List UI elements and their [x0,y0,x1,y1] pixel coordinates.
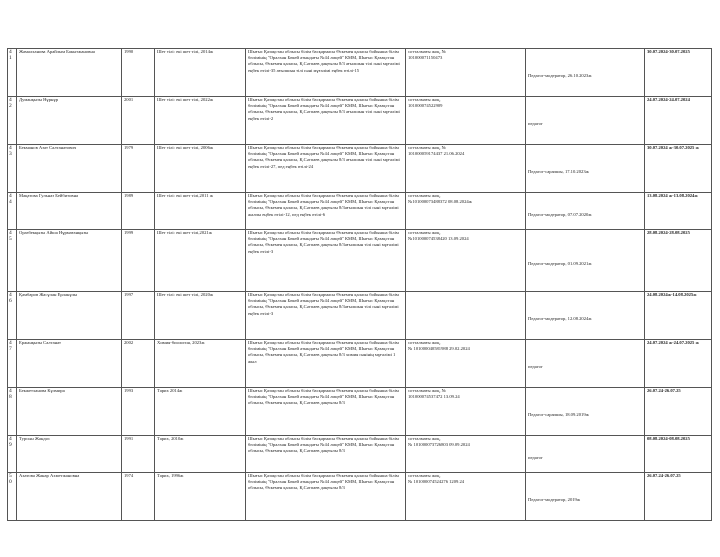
workplace-text: Шығыс Қазақстан облысы білім басқармасы Өскемен қаласы бойынша білім бөлімінің "Оралхан Бөкей атындағы №44 лицей" КММ, Шығыс Қазақстан облысы, Өскемен қаласы, Қ.Сәтпаев даңғылы 8/3 химия пәнінің мұғалімі 1 жыл [248,340,399,364]
category: Педагог-модератор, 07.07.2020ж [528,211,592,217]
birth-year-cell [122,473,155,521]
table-row [8,388,712,436]
contract-period: 26.07.24-26.07.25 [647,473,681,478]
certificate-number: № 101000074524276 1209.24 [408,479,465,485]
full-name-cell [17,436,122,473]
birth-year: 1991 [124,436,134,441]
birth-year: 1989 [124,193,134,198]
birth-year: 1974 [124,473,134,478]
contract-period: 26.07.24-26.07.25 [647,388,681,393]
category-cell [526,436,645,473]
workplace-cell [246,436,406,473]
workplace-text: Шығыс Қазақстан облысы білім басқармасы Өскемен қаласы бойынша білім бөлімінің "Оралхан Бөкей атындағы №44 лицей" КММ, Шығыс Қазақстан облысы, Өскемен қаласы, Қ.Сәтпаев даңғылы 8/3ағылшын тілі пәні мұғалімі еңбек өтілі-3 [248,292,399,316]
workplace-text: Шығыс Қазақстан облысы білім басқармасы Өскемен қаласы бойынша білім бөлімінің "Оралхан Бөкей атындағы №44 лицей" КММ, Шығыс Қазақстан облысы, Өскемен қаласы, Қ.Сәтпаев даңғылы 8/3 [248,436,399,454]
category-cell [526,292,645,340]
category-cell [526,230,645,292]
workplace-cell [246,145,406,193]
staff-table-body [8,49,712,521]
full-name: Жамалханова Арайлым Бакытжановна [19,49,95,54]
category: Педагог-сарапшы, 18.09.2019ж [528,412,589,418]
row-number: 41 [9,49,12,62]
contract-period: 24.07.2024 ж-24.07.2025 ж [647,340,699,345]
education: Тарих, 2010ж [157,436,184,441]
period-cell [645,436,712,473]
workplace-cell [246,473,406,521]
workplace-cell [246,340,406,388]
full-name: Мақатова Гульназ Бейбитовна [19,193,79,198]
row-number-cell [8,230,17,292]
contract-period: 24.08.2024ж-14.08.2025ж [647,292,697,297]
row-number-cell [8,340,17,388]
certificate-number: №101000073488372 08.08.2024ж [408,199,472,205]
category-cell [526,473,645,521]
certificate-cell [406,230,526,292]
row-number-cell [8,388,17,436]
certificate-number: № 101000040581988 29.02.2024 [408,346,470,352]
table-row [8,97,712,145]
birth-year-cell [122,436,155,473]
table-row [8,193,712,230]
category: Педагог-модератор, 26.10.2023ж [528,73,592,79]
education: Шет тілі: екі шет тілі, 2006ж [157,145,214,150]
education: Шет тілі: екі шет тілі,2011 ж [157,193,213,198]
staff-table-container [7,48,711,521]
full-name-cell [17,230,122,292]
full-name: Турсын Жандос [19,436,51,441]
contract-period: 13.08.2024 ж-13.08.2024ж [647,193,698,198]
row-number: 49 [9,436,12,449]
row-number: 48 [9,388,12,401]
workplace-cell [246,230,406,292]
workplace-cell [246,49,406,97]
education-cell [155,145,246,193]
certificate-cell [406,292,526,340]
certificate-number: 101000074522909 [408,103,443,109]
birth-year-cell [122,145,155,193]
certificate-label: сотталмағы жоқ, [408,230,441,235]
education-cell [155,340,246,388]
period-cell [645,292,712,340]
table-row [8,473,712,521]
category-cell [526,388,645,436]
contract-period: 08.08.2024-08.08.2025 [647,436,690,441]
certificate-cell [406,49,526,97]
education-cell [155,193,246,230]
row-number: 44 [9,193,12,206]
workplace-text: Шығыс Қазақстан облысы білім басқармасы Өскемен қаласы бойынша білім бөлімінің "Оралхан Бөкей атындағы №44 лицей" КММ, Шығыс Қазақстан облысы, Өскемен қаласы, Қ.Сәтпаев даңғылы 8/3ағылшын тілі пәні мұғалімі жалпы еңбек өтілі-12, пед еңбек өтілі-6 [248,193,399,217]
birth-year-cell [122,49,155,97]
education-cell [155,473,246,521]
contract-period: 28.08.2024-28.08.2025 [647,230,690,235]
education-cell [155,292,246,340]
certificate-label: сотталмағы жоқ, [408,97,441,102]
workplace-text: Шығыс Қазақстан облысы білім басқармасы Өскемен қаласы бойынша білім бөлімінің "Оралхан Бөкей атындағы №44 лицей" КММ, Шығыс Қазақстан облысы, Өскемен қаласы, Қ.Сәтпаев даңғылы 8/3 [248,473,399,491]
category-cell [526,145,645,193]
certificate-label: сотталмағы жоқ, № [408,49,447,54]
full-name-cell [17,473,122,521]
row-number: 42 [9,97,12,110]
birth-year-cell [122,340,155,388]
education-cell [155,97,246,145]
workplace-text: Шығыс Қазақстан облысы білім басқармасы Өскемен қаласы бойынша білім бөлімінің "Оралхан Бөкей атындағы №44 лицей" КММ, Шығыс Қазақстан облысы, Өскемен қаласы, Қ.Сәтпаев даңғылы 8/3ағылшын тілі пәні мұғалімі еңбек өтілі-3 [248,230,399,254]
row-number-cell [8,49,17,97]
certificate-cell [406,97,526,145]
certificate-cell [406,145,526,193]
period-cell [645,193,712,230]
category: Педагог-модератор, 2019ж [528,497,581,503]
certificate-label: сотталмағы жоқ, [408,193,441,198]
row-number-cell [8,436,17,473]
certificate-number: №101000074538420 13.09.2024 [408,236,469,242]
certificate-cell [406,473,526,521]
row-number: 46 [9,292,12,305]
category-cell [526,49,645,97]
certificate-label: сотталмағы жоқ, № [408,388,447,393]
full-name: Ержанқызы Салтанат [19,340,62,345]
workplace-text: Шығыс Қазақстан облысы білім басқармасы Өскемен қаласы бойынша білім бөлімінің "Оралхан Бөкей атындағы №44 лицей" КММ, Шығыс Қазақстан облысы, Өскемен қаласы, Қ.Сәтпаев даңғылы 8/3 ағылшын тілі пәні мұғалімі еңбек өтілі-2 [248,97,400,121]
certificate-label: сотталмағы жоқ, № [408,145,447,150]
full-name: Бекжетханова Кұлмира [19,388,65,393]
certificate-label: сотталмағы жоқ, [408,436,441,441]
contract-period: 30.07.2024-30.07.2025 [647,49,690,54]
period-cell [645,230,712,292]
period-cell [645,49,712,97]
period-cell [645,145,712,193]
row-number-cell [8,473,17,521]
certificate-cell [406,436,526,473]
category-cell [526,340,645,388]
education: Шет тілі: екі шет тілі, 2020ж [157,292,214,297]
birth-year: 1999 [124,230,134,235]
certificate-number: 101000074537472 13.09.24 [408,394,460,400]
period-cell [645,473,712,521]
row-number-cell [8,145,17,193]
education: Шет тілі: екі шет тілі,2021ж [157,230,212,235]
table-row [8,340,712,388]
birth-year: 1990 [124,49,134,54]
full-name: Қамбаров Жасұлан Ерланұлы [19,292,78,297]
education: Химия-биология, 2023ж [157,340,205,345]
birth-year: 2002 [124,340,134,345]
workplace-cell [246,292,406,340]
workplace-cell [246,97,406,145]
birth-year-cell [122,388,155,436]
row-number-cell [8,193,17,230]
table-row [8,436,712,473]
certificate-cell [406,388,526,436]
full-name-cell [17,340,122,388]
category-cell [526,193,645,230]
education: Тарих 2014ж [157,388,183,393]
full-name: Ахатова Жанар Ахметжановна [19,473,80,478]
birth-year-cell [122,193,155,230]
row-number: 50 [9,473,12,486]
birth-year: 1979 [124,145,134,150]
education: Шет тілі: екі шет тілі, 2022ж [157,97,214,102]
birth-year-cell [122,292,155,340]
row-number: 43 [9,145,12,158]
row-number: 45 [9,230,12,243]
education-cell [155,436,246,473]
workplace-cell [246,388,406,436]
workplace-text: Шығыс Қазақстан облысы білім басқармасы Өскемен қаласы бойынша білім бөлімінің "Оралхан Бөкей атындағы №44 лицей" КММ, Шығыс Қазақстан облысы, Өскемен қаласы, Қ.Сәтпаев даңғылы 8/3 [248,388,399,406]
staff-table [7,48,712,521]
table-row [8,145,712,193]
certificate-number: 101000071150473 [408,55,443,61]
category: Педагог-сарапшы, 17.10.2023ж [528,169,589,175]
contract-period: 24.07.2024-24.07.2024 [647,97,690,102]
education-cell [155,49,246,97]
category: Педагог-модератор, 01.09.2021ж [528,261,592,267]
full-name-cell [17,388,122,436]
birth-year: 2001 [124,97,134,102]
certificate-number: 101000059174437 21.06.2024 [408,151,465,157]
birth-year: 1993 [124,388,134,393]
period-cell [645,340,712,388]
full-name-cell [17,49,122,97]
full-name: Думанқызы Нұрнұр [19,97,59,102]
table-row [8,49,712,97]
birth-year-cell [122,230,155,292]
row-number-cell [8,292,17,340]
category: педагог [528,121,543,127]
contract-period: 30.07.2024 ж-30.07.2025 ж [647,145,699,150]
full-name: Бекманов Азат Салтанатович [19,145,77,150]
certificate-label: сотталмағы жоқ, [408,340,441,345]
period-cell [645,388,712,436]
certificate-cell [406,193,526,230]
certificate-cell [406,340,526,388]
table-row [8,230,712,292]
full-name: Оразбекқызы Айша Нұрмағанқызы [19,230,89,235]
birth-year-cell [122,97,155,145]
table-row [8,292,712,340]
workplace-cell [246,193,406,230]
row-number: 47 [9,340,12,353]
workplace-text: Шығыс Қазақстан облысы білім басқармасы Өскемен қаласы бойынша білім бөлімінің "Оралхан Бөкей атындағы №44 лицей" КММ, Шығыс Қазақстан облысы, Өскемен қаласы, Қ.Сәтпаев даңғылы 8/3 ағылшын тілі пәні мұғалімі еңбек өтілі-27, пед еңбек өтілі-24 [248,145,400,169]
birth-year: 1997 [124,292,134,297]
category: педагог [528,454,543,460]
certificate-number: № 101000073726803 09.09.2024 [408,442,470,448]
certificate-label: сотталмағы жоқ, [408,473,441,478]
full-name-cell [17,145,122,193]
education-cell [155,388,246,436]
full-name-cell [17,292,122,340]
education: Шет тілі: екі шет тілі, 2014ж [157,49,214,54]
education: Тарих, 1996ж [157,473,184,478]
period-cell [645,97,712,145]
category: Педагог-модератор, 12.08.2024ж [528,316,592,322]
education-cell [155,230,246,292]
category: педагог [528,364,543,370]
full-name-cell [17,193,122,230]
category-cell [526,97,645,145]
full-name-cell [17,97,122,145]
row-number-cell [8,97,17,145]
workplace-text: Шығыс Қазақстан облысы білім басқармасы Өскемен қаласы бойынша білім бөлімінің "Оралхан Бөкей атындағы №44 лицей" КММ, Шығыс Қазақстан облысы, Өскемен қаласы, Қ.Сәтпаев даңғылы 8/3 ағылшын тілі пәні мұғалімі еңбек өтілі-35 ағылшын тілі пәні мұғалімі еңбек өтілі-15 [248,49,400,73]
